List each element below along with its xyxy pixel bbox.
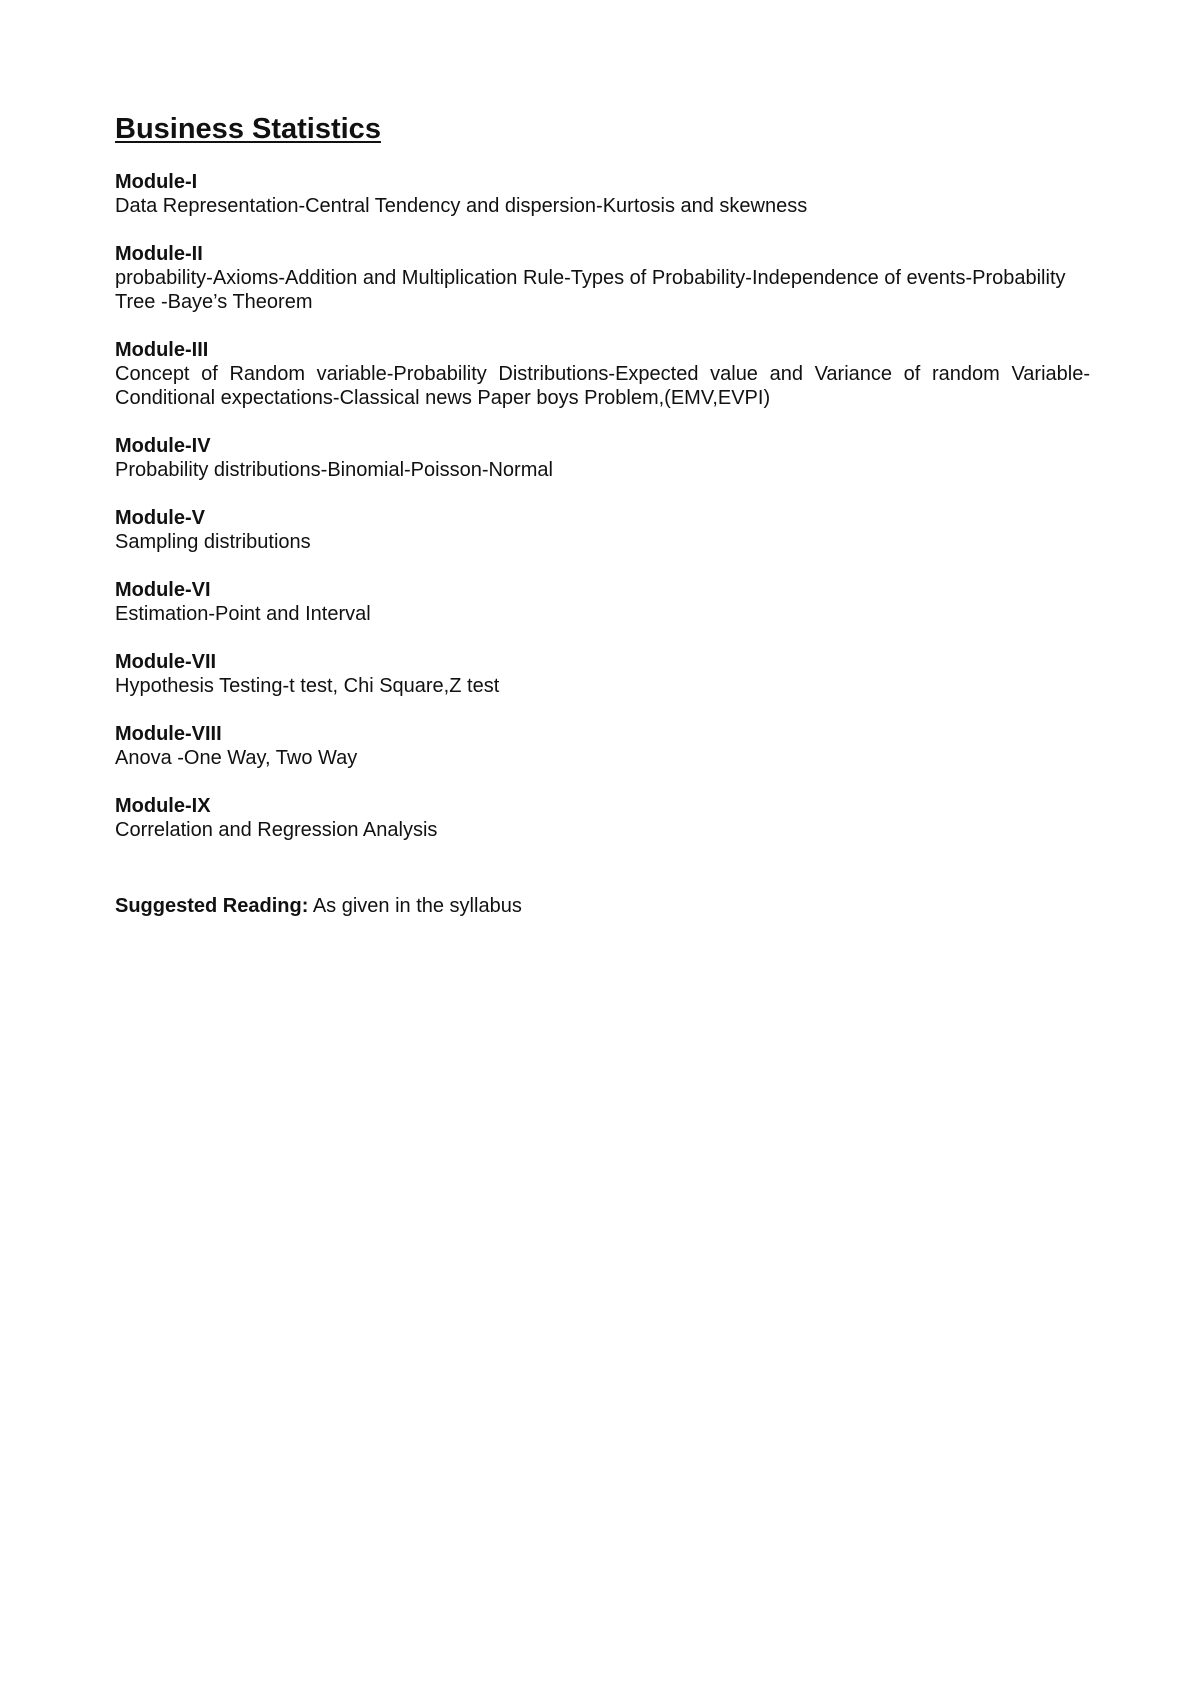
document-page [115,112,1090,918]
module-body: Estimation-Point and Interval [115,603,371,625]
suggested-reading [115,894,1090,918]
module-body: Correlation and Regression Analysis [115,819,438,841]
module-heading: Module-II [115,243,203,265]
module-heading: Module-VIII [115,723,222,745]
module-body: Concept of Random variable-Probability Distributions-Expected value and Variance of random Variable-Conditional expectations-Classical news Paper boys Problem,(EMV,EVPI) [115,363,1090,409]
module-body: Probability distributions-Binomial-Poisson-Normal [115,459,553,481]
module-heading: Module-III [115,339,209,361]
module-body: Anova -One Way, Two Way [115,747,358,769]
module-8 [115,722,1090,770]
document-title: Business Statistics [115,113,381,145]
module-7 [115,650,1090,698]
module-body: Hypothesis Testing-t test, Chi Square,Z test [115,675,500,697]
module-4 [115,434,1090,482]
module-body: Data Representation-Central Tendency and dispersion-Kurtosis and skewness [115,195,808,217]
module-heading: Module-I [115,171,198,193]
module-9 [115,794,1090,842]
module-body: Sampling distributions [115,531,311,553]
module-1 [115,170,1090,218]
module-heading: Module-VI [115,579,211,601]
module-5 [115,506,1090,554]
module-heading: Module-V [115,507,205,529]
module-3 [115,338,1090,410]
module-body: probability-Axioms-Addition and Multiplication Rule-Types of Probability-Independence of events-Probability Tree -Baye’s Theorem [115,267,1066,313]
module-heading: Module-IV [115,435,211,457]
module-heading: Module-IX [115,795,211,817]
suggested-reading-label: Suggested Reading: [115,895,309,917]
suggested-reading-text: As given in the syllabus [312,895,522,917]
module-heading: Module-VII [115,651,217,673]
module-6 [115,578,1090,626]
module-2 [115,242,1090,314]
